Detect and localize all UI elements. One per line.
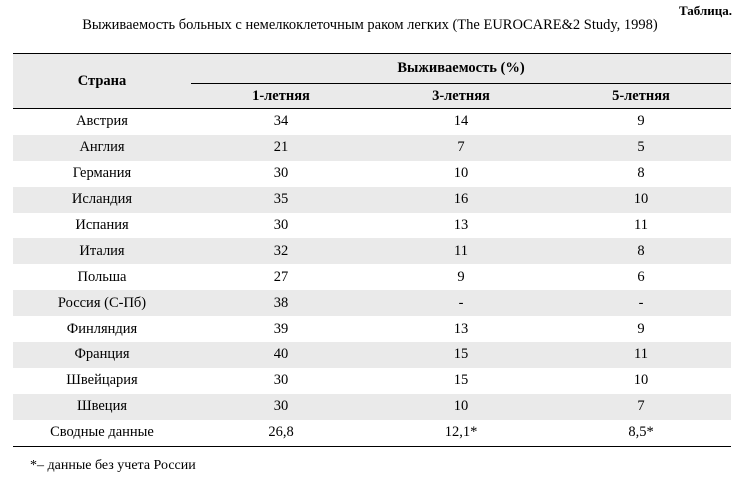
column-header-5yr: 5-летняя — [551, 84, 731, 109]
survival-1yr-cell: 32 — [273, 242, 289, 259]
table-row — [13, 368, 731, 394]
table-row — [13, 213, 731, 239]
country-cell: Испания — [75, 217, 129, 233]
survival-5yr-cell: 8 — [637, 242, 645, 259]
footnote: *– данные без учета России — [30, 458, 196, 473]
survival-5yr-cell: 6 — [637, 268, 645, 285]
survival-3yr-cell: 10 — [453, 398, 469, 415]
survival-5yr-cell: - — [638, 294, 644, 311]
table-caption: Выживаемость больных с немелкоклеточным раком легких (The EUROCARE&2 Study, 1998) — [82, 17, 658, 33]
survival-5yr-cell: 8,5* — [551, 420, 731, 446]
table-row — [13, 161, 731, 187]
country-cell: Россия (С-Пб) — [57, 294, 147, 311]
table-row — [13, 264, 731, 290]
column-header-3yr: 3-летняя — [371, 84, 551, 109]
survival-1yr-cell: 21 — [273, 139, 289, 156]
country-cell: Польша — [77, 268, 127, 285]
country-cell: Австрия — [76, 113, 128, 130]
survival-5yr-cell: 5 — [637, 139, 645, 156]
survival-3yr-cell: 13 — [453, 217, 469, 233]
survival-3yr-cell: 14 — [453, 113, 469, 130]
country-cell: Финляндия — [66, 320, 138, 337]
survival-5yr-cell: 11 — [634, 217, 648, 233]
survival-table — [13, 53, 731, 447]
survival-5yr-cell: 11 — [634, 346, 648, 363]
country-cell: Швеция — [76, 398, 127, 415]
country-cell: Германия — [72, 165, 132, 182]
survival-3yr-cell: 16 — [453, 191, 469, 208]
survival-1yr-cell: 34 — [273, 113, 289, 130]
survival-1yr-cell: 27 — [273, 268, 289, 285]
table-row — [13, 420, 731, 446]
country-column-header: Страна — [13, 54, 191, 109]
survival-5yr-cell: 9 — [637, 320, 645, 337]
country-cell: Италия — [79, 242, 125, 259]
table-row — [13, 394, 731, 420]
table-label: Таблица. — [678, 3, 732, 18]
table-row — [13, 187, 731, 213]
table-row — [13, 135, 731, 161]
table-body — [13, 109, 731, 447]
table-row — [13, 238, 731, 264]
country-cell: Сводные данные — [13, 420, 191, 446]
survival-1yr-cell: 35 — [273, 191, 289, 208]
survival-1yr-cell: 30 — [273, 165, 289, 182]
survival-3yr-cell: 9 — [457, 268, 465, 285]
survival-1yr-cell: 30 — [273, 217, 289, 233]
survival-5yr-cell: 8 — [637, 165, 645, 182]
survival-1yr-cell: 40 — [273, 346, 289, 363]
survival-3yr-cell: - — [458, 294, 464, 311]
survival-1yr-cell: 26,8 — [191, 420, 371, 446]
survival-3yr-cell: 12,1* — [371, 420, 551, 446]
survival-3yr-cell: 10 — [453, 165, 469, 182]
survival-3yr-cell: 11 — [454, 242, 468, 259]
table-row — [13, 342, 731, 368]
table-row — [13, 109, 731, 135]
survival-5yr-cell: 7 — [637, 398, 645, 415]
survival-1yr-cell: 39 — [273, 320, 289, 337]
survival-5yr-cell: 10 — [633, 191, 649, 208]
survival-1yr-cell: 38 — [273, 294, 289, 311]
country-cell: Англия — [79, 139, 125, 156]
survival-3yr-cell: 15 — [453, 346, 469, 363]
table-row — [13, 290, 731, 316]
country-cell: Франция — [74, 346, 130, 363]
survival-3yr-cell: 13 — [453, 320, 469, 337]
column-header-1yr: 1-летняя — [191, 84, 371, 109]
survival-1yr-cell: 30 — [273, 372, 289, 389]
survival-3yr-cell: 15 — [453, 372, 469, 389]
survival-5yr-cell: 9 — [637, 113, 645, 130]
survival-group-header: Выживаемость (%) — [191, 54, 731, 84]
country-cell: Швейцария — [66, 372, 138, 389]
country-cell: Исландия — [71, 191, 133, 208]
survival-1yr-cell: 30 — [273, 398, 289, 415]
survival-3yr-cell: 7 — [457, 139, 465, 156]
table-row — [13, 316, 731, 342]
survival-5yr-cell: 10 — [633, 372, 649, 389]
